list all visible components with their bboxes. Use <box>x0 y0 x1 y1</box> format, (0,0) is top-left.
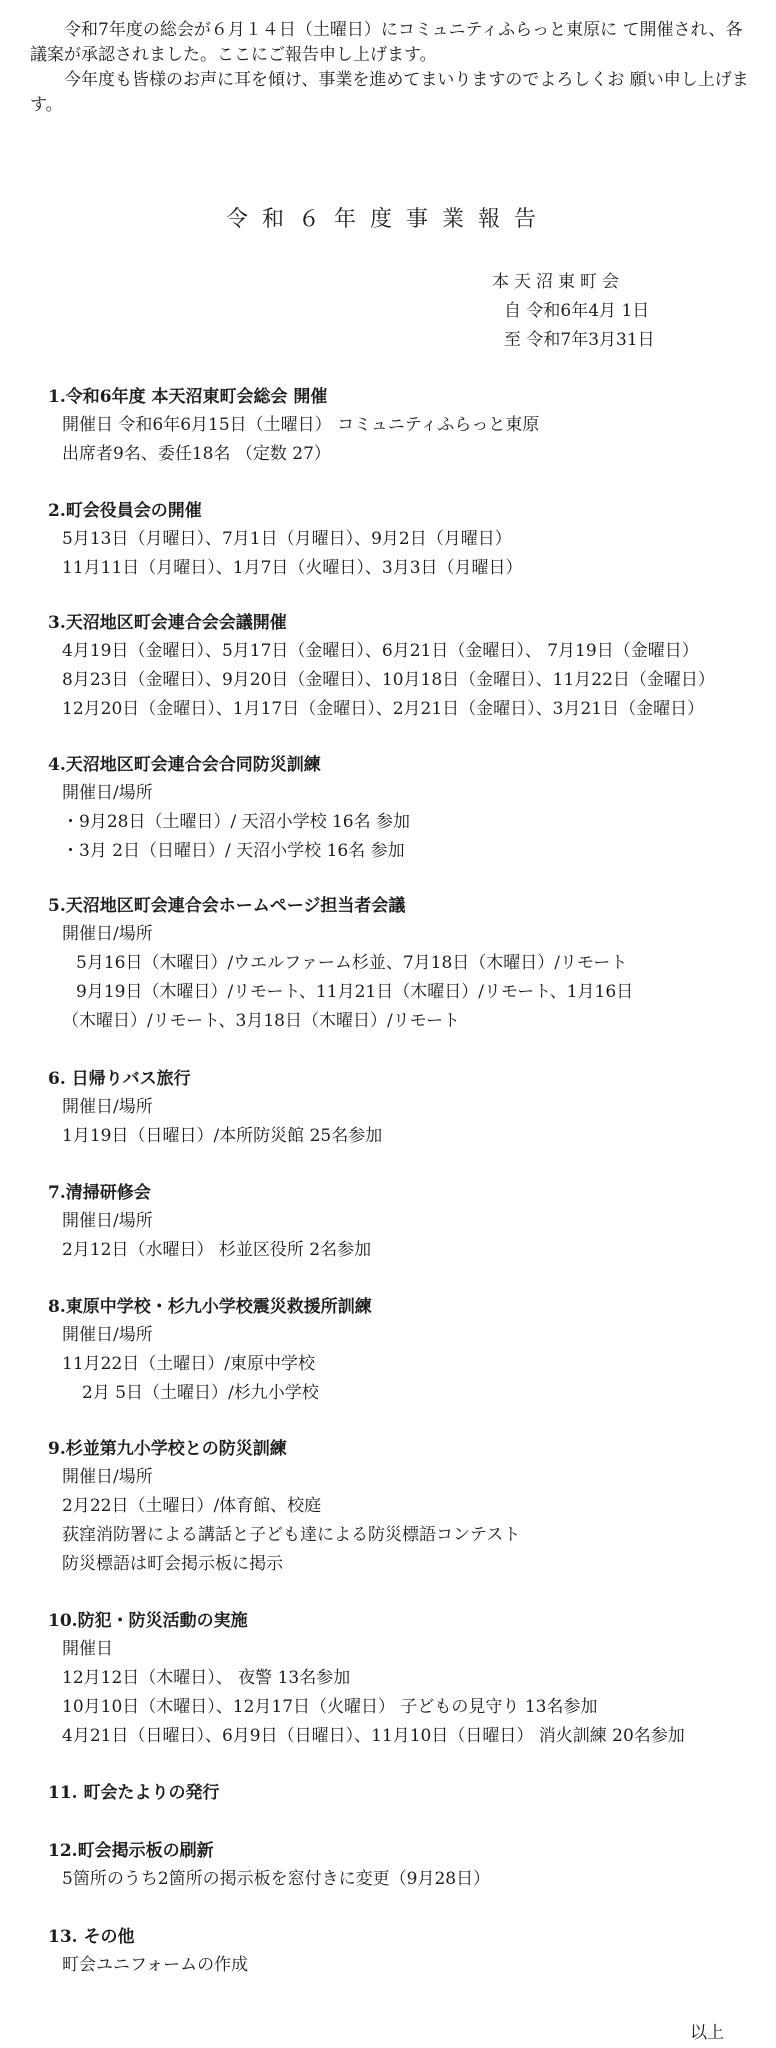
organization-name: 本天沼東町会 <box>492 272 624 292</box>
section-11 <box>48 1780 220 1807</box>
period-from: 自 令和6年4月 1日 <box>504 301 650 321</box>
section-line: 5月13日（月曜日）、7月1日（月曜日）、9月2日（月曜日） <box>62 529 512 549</box>
section-line: 12月20日（金曜日）、1月17日（金曜日）、2月21日（金曜日）、3月21日（金曜日） <box>62 699 705 719</box>
section-line: 1月19日（日曜日）/本所防災館 25名参加 <box>62 1126 383 1146</box>
section-8 <box>48 1294 372 1408</box>
section-heading: 5.天沼地区町会連合会ホームページ担当者会議 <box>48 896 406 916</box>
section-line: 9月19日（木曜日）/リモート、11月21日（木曜日）/リモート、1月16日 <box>76 982 634 1002</box>
section-heading: 4.天沼地区町会連合会合同防災訓練 <box>48 755 321 775</box>
section-line: 開催日/場所 <box>62 783 153 803</box>
section-9 <box>48 1436 520 1579</box>
section-heading: 10.防犯・防災活動の実施 <box>48 1611 248 1631</box>
section-line: 12月12日（木曜日）、 夜警 13名参加 <box>62 1668 351 1688</box>
section-7 <box>48 1180 371 1265</box>
section-line: ・9月28日（土曜日）/ 天沼小学校 16名 参加 <box>62 812 411 832</box>
section-line: 町会ユニフォームの作成 <box>62 1955 249 1975</box>
section-10 <box>48 1608 685 1751</box>
section-line: ・3月 2日（日曜日）/ 天沼小学校 16名 参加 <box>62 841 405 861</box>
section-line: （木曜日）/リモート、3月18日（木曜日）/リモート <box>62 1011 461 1031</box>
closing-mark: 以上 <box>690 2023 724 2043</box>
section-line: 開催日/場所 <box>62 1467 153 1487</box>
section-line: 8月23日（金曜日）、9月20日（金曜日）、10月18日（金曜日）、11月22日（金曜日） <box>62 670 715 690</box>
section-line: 2月12日（水曜日） 杉並区役所 2名参加 <box>62 1240 372 1260</box>
section-heading: 1.令和6年度 本天沼東町会総会 開催 <box>48 387 328 407</box>
section-6 <box>48 1066 382 1151</box>
section-line: 開催日/場所 <box>62 924 153 944</box>
section-3 <box>48 610 715 724</box>
report-title: 令和６年度事業報告 <box>225 207 550 232</box>
section-heading: 7.清掃研修会 <box>48 1183 151 1203</box>
section-heading: 3.天沼地区町会連合会会議開催 <box>48 613 287 633</box>
section-heading: 8.東原中学校・杉九小学校震災救援所訓練 <box>48 1297 372 1317</box>
section-line: 荻窪消防署による講話と子ども達による防災標語コンテスト <box>62 1525 521 1545</box>
section-line: 2月 5日（土曜日）/杉九小学校 <box>82 1383 319 1403</box>
section-line: 11月22日（土曜日）/東原中学校 <box>62 1354 315 1374</box>
section-line: 開催日 令和6年6月15日（土曜日） コミュニティふらっと東原 <box>62 415 540 435</box>
section-heading: 6. 日帰りバス旅行 <box>48 1069 191 1089</box>
section-2 <box>48 498 523 583</box>
section-line: 10月10日（木曜日）、12月17日（火曜日） 子どもの見守り 13名参加 <box>62 1697 598 1717</box>
section-heading: 9.杉並第九小学校との防災訓練 <box>48 1439 287 1459</box>
section-12 <box>48 1838 490 1894</box>
intro-text <box>30 18 750 118</box>
section-line: 4月19日（金曜日）、5月17日（金曜日）、6月21日（金曜日）、 7月19日（金曜日） <box>62 641 699 661</box>
intro-paragraph-1: 令和7年度の総会が６月１４日（土曜日）にコミュニティふらっと東原に て開催され、各議案が承認されました。ここにご報告申し上げます。 <box>30 20 743 65</box>
section-line: 5箇所のうち2箇所の掲示板を窓付きに変更（9月28日） <box>62 1869 491 1889</box>
period-to: 至 令和7年3月31日 <box>504 330 655 350</box>
section-line: 11月11日（月曜日）、1月7日（火曜日）、3月3日（月曜日） <box>62 558 523 578</box>
section-line: 4月21日（日曜日）、6月9日（日曜日）、11月10日（日曜日） 消火訓練 20名参加 <box>62 1726 685 1746</box>
section-heading: 12.町会掲示板の刷新 <box>48 1841 214 1861</box>
section-line: 開催日 <box>62 1639 113 1659</box>
intro-paragraph-2: 今年度も皆様のお声に耳を傾け、事業を進めてまいりますのでよろしくお 願い申し上げます。 <box>30 70 749 115</box>
section-line: 開催日/場所 <box>62 1325 153 1345</box>
section-line: 開催日/場所 <box>62 1097 153 1117</box>
section-line: 5月16日（木曜日）/ウエルファーム杉並、7月18日（木曜日）/リモート <box>76 953 628 973</box>
section-5 <box>48 893 633 1036</box>
section-line: 開催日/場所 <box>62 1211 153 1231</box>
section-13 <box>48 1924 248 1980</box>
report-meta <box>490 268 655 355</box>
section-4 <box>48 752 410 866</box>
section-line: 2月22日（土曜日）/体育館、校庭 <box>62 1496 322 1516</box>
section-heading: 2.町会役員会の開催 <box>48 501 202 521</box>
section-line: 防災標語は町会掲示板に掲示 <box>62 1554 283 1574</box>
section-line: 出席者9名、委任18名 （定数 27） <box>62 444 331 464</box>
section-heading: 11. 町会たよりの発行 <box>48 1783 220 1803</box>
section-heading: 13. その他 <box>48 1927 135 1947</box>
section-1 <box>48 384 539 469</box>
